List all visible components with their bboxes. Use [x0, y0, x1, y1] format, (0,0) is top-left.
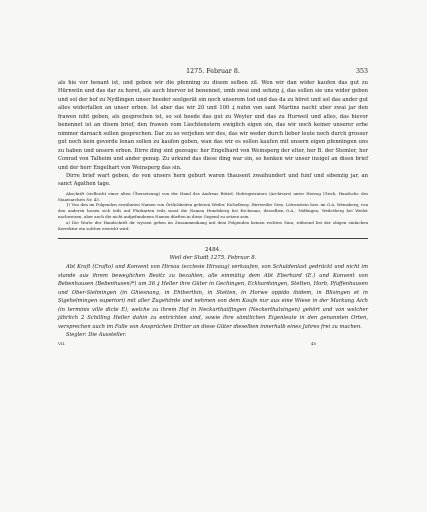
footnote-1: 1) Von den im Folgenden erwähnten Namen von Örtlichkeiten gehören Weiler, Eichelberg, Hirrweiler Gem. Löwenstein bzw. im O.A. Weinsberg; von den anderen lassen sich teils auf Flurkarten teils sonst die Namen Hundsberg bei Eschenau, desselben O.A., Nidlingen, Weilerberg bei Weiler nachweisen, aber auch die nicht aufgefundenen Namen dürften in diese Gegend zu setzen sein.	[58, 202, 368, 220]
footer-signature: VII.	[58, 340, 66, 346]
footer-sheet-number: 45	[310, 340, 316, 346]
document-place-date: Weil der Stadt 1275. Februar 8.	[169, 255, 257, 262]
source-note: Abschrift (vielleicht einer alten Übersetzung) von der Hand des Andreas Rüttel, Hofregistrators (Archivars) unter Herzog Ulrich, Handschr. des Staatsarchivs Nr. 43.	[58, 190, 368, 202]
document-number: 2484.	[204, 247, 221, 254]
section-divider	[58, 238, 368, 239]
header-title: 1275. Februar 8.	[186, 68, 240, 75]
page-number: 353	[355, 68, 368, 75]
regest-text: Abt Kraft (Crafto) und Konvent von Hirsau (ecclesie Hirsaug) verkaufen, von Schuldenlast gedrückt und nicht im stande aus ihrem beweglichen Besitz zu bezahlen, alle einmütig dem Abt Eberhard (E.) und Konvent von Bebenhausen (Bebenhusen)*) um 36 ₰ Heller ihre Güter in Gechingen, Eckhardsingen, Stetten, Horb, Pfaffenhausen und Ober-Sielmingen (in Ghiesnang, in Ehtherthin, in Stetten, in Horwe oppido ibidem, in Blisingen et in Sigehelmingen superiori) mit aller Zugehörde und nehmen von dem Kaufe nur aus eine Wiese in der Markung Aich (in terminis ville dicte E), welche zu ihrem Hof in Neckarthailfingen (Neckerthalvingen) gehört und von welcher jährlich 2 Schilling Heller dahin zu entrichten sind, sowie ihre sämtlichen Eigenleute in den genannten Orten, versprechen auch im Falle von Ansprüchen Dritter an diese Güter dieselben innerhalb eines Jahres frei zu machen.	[58, 264, 368, 330]
document-regest	[58, 263, 368, 339]
page-footer	[58, 340, 368, 348]
running-header	[58, 66, 368, 78]
footnote-a: a) Die Worte der Handschrift dir wyssen geben im Zusammenhang mit dem Folgenden keinen rechten Sinn, während bei der obigen einfachen Korrektur ein solcher erreicht wird.	[58, 219, 368, 231]
main-paragraph-dating: Dirre brief wart geben, do von unsers hern geburt waren thausent zwaihundert und funf und sibenzig jar, an sanct Agathen tage.	[58, 172, 368, 188]
page-content	[58, 66, 368, 348]
apparatus-notes	[58, 191, 368, 232]
main-paragraph: als hie vor benant ist, und geben wir die pfenning zu disem selben zil. Wen wir dan wider kaufen das gut zu Hürnwiln und das dar zu horet, als auch hiervor ist benennet, umb zwai und sehzig ₰, das sollen sie uns wider geben und sol der hof zu Nydlingen unser beeder seelgerät sin noch unserem tod und das da zu höret und sol das ander gut alles widerfallen an unser erben. Ist aber das wir 20 und 100 ₰ nuhn von sant Martins nacht uber zwai jar den frawen niht geben, als gesprochen ist, so sol beede das gut zu Weyler und das zu Hurweil und alles, das hievor benennet ist an disem brief, den frawen vom Liechtenstern ewiglich eigen sin, das wir noch keiner unserer erbe nimmer darnach sollen gesprechen. Dar zu so verjehen wir des, das wir weder durch lieber leute noch durch grosser gut noch kein geverde lenan sollen zu kaufen geben, wan das wir es sollen kaufen mit unsern eigen pfenningen uns zu haben und unsern erben. Dirre ding sint gezeuge: her Engelhard von Weinsperg der elter, her B. der Stemler, her Conrad von Talheim und ander genug. Zu urkund das diese ding war sin, so henken wir unser insigel an disen brief und der herr Engelhart von Weinsperg das sin.	[58, 80, 368, 171]
seals-line: Siegler: Die Aussteller.	[66, 332, 127, 339]
main-text	[58, 79, 368, 189]
